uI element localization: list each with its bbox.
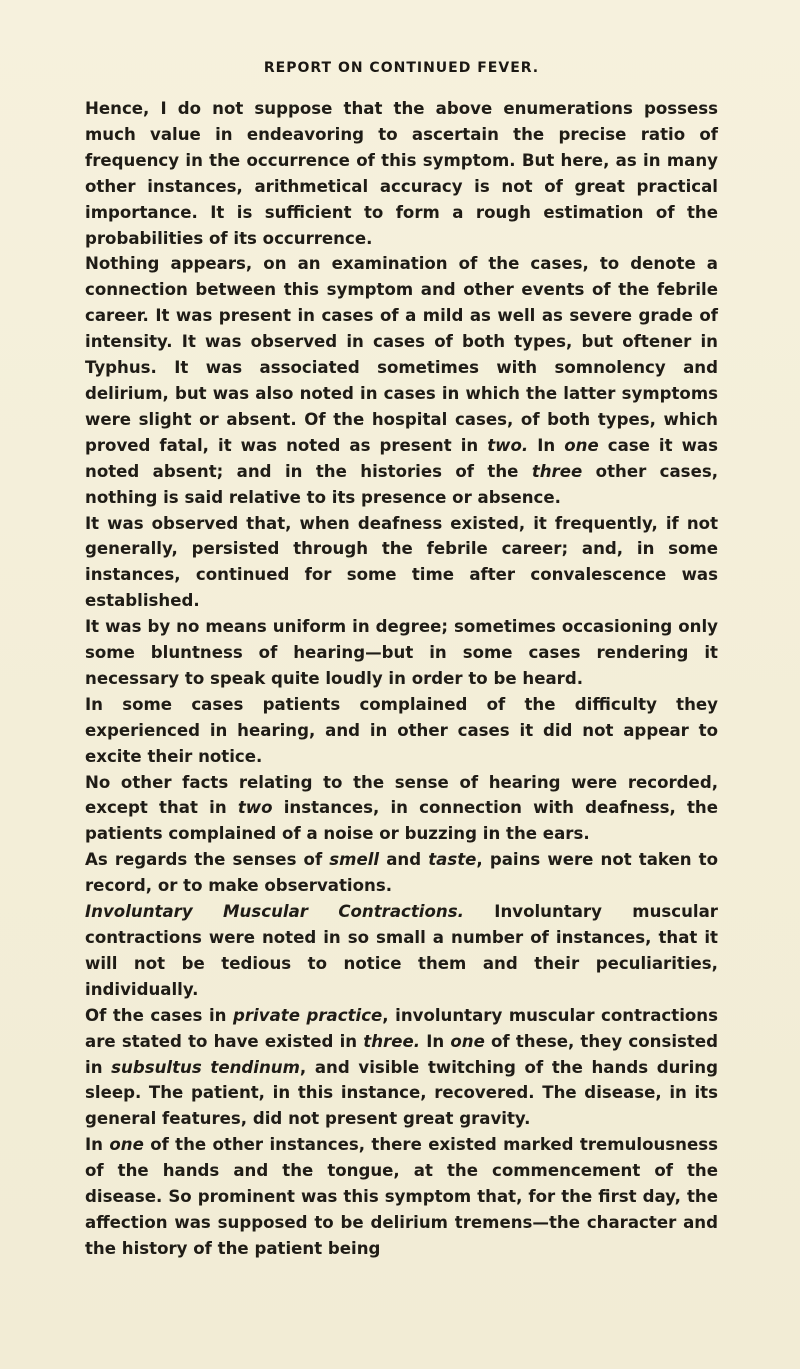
text-run: of these, they consisted in (85, 1031, 718, 1077)
text-run: Hence, I do not suppose that the above enumerations possess much value in endeavoring to ascertain the precise ratio of frequency in the occurrence of this symptom. But here, as in many other instances, arithmetical accuracy is not of great practical importance. It is sufficient to form a rough estimation of the probabilities of its occurrence. (85, 99, 718, 248)
text-run: other cases, nothing is said relative to its presence or absence. (85, 461, 718, 507)
text-run: As regards the senses of (85, 850, 330, 870)
text-run: It was observed that, when deafness existed, it frequently, if not generally, persisted through the febrile career; and, in some instances, continued for some time after convalescence was established. (85, 513, 718, 611)
italic-text: private practice (233, 1005, 383, 1025)
text-run: case it was noted absent; and in the histories of the (85, 435, 718, 481)
text-run: In (528, 435, 565, 455)
paragraph (85, 1132, 718, 1262)
italic-text: smell (329, 850, 380, 870)
text-run: instances, in connection with deafness, the patients complained of a noise or buzzing in the ears. (85, 798, 718, 844)
text-run: Of the cases in (85, 1005, 233, 1025)
text-run: , pains were not taken to record, or to make observations. (85, 850, 718, 896)
text-run: No other facts relating to the sense of hearing were recorded, except that in (85, 772, 718, 818)
body-text (85, 96, 718, 1262)
italic-text: Involuntary Muscular Contractions. (85, 902, 464, 922)
italic-text: one (564, 435, 599, 455)
text-run: , involuntary muscular contractions are stated to have existed in (85, 1005, 718, 1051)
italic-text: two (237, 798, 273, 818)
paragraph (85, 847, 718, 899)
text-run: of the other instances, there existed marked tremulousness of the hands and the tongue, at the commencement of the disease. So prominent was this symptom that, for the first day, the affection was supposed to be delirium tremens—the character and the history of the patient being (85, 1135, 718, 1258)
paragraph (85, 692, 718, 770)
italic-text: one (109, 1135, 144, 1155)
paragraph (85, 251, 718, 510)
italic-text: one (450, 1031, 485, 1051)
paragraph (85, 614, 718, 692)
running-head: REPORT ON CONTINUED FEVER. (263, 60, 540, 76)
paragraph (85, 770, 718, 848)
text-run: , and visible twitching of the hands during sleep. The patient, in this instance, recovered. The disease, in its general features, did not present great gravity. (85, 1057, 718, 1129)
italic-text: three. (363, 1031, 421, 1051)
text-run: In (420, 1031, 451, 1051)
italic-text: three (531, 461, 583, 481)
text-run: Involuntary muscular contractions were noted in so small a number of instances, that it will not be tedious to notice them and their peculiarities, individually. (85, 902, 718, 999)
text-run: In (85, 1135, 110, 1155)
text-run: In some cases patients complained of the difficulty they experienced in hearing, and in other cases it did not appear to excite their notice. (85, 694, 718, 766)
italic-text: two. (487, 435, 529, 455)
italic-text: subsultus tendinum (111, 1057, 300, 1077)
paragraph (85, 511, 718, 615)
text-run: and (379, 850, 429, 870)
italic-text: taste (428, 850, 477, 870)
text-run: Nothing appears, on an examination of the cases, to denote a connection between this symptom and other events of the febrile career. It was present in cases of a mild as well as severe grade of intensity. It was observed in cases of both types, but oftener in Typhus. It was associated sometimes with somnolency and delirium, but was also noted in cases in which the latter symptoms were slight or absent. Of the hospital cases, of both types, which proved fatal, it was noted as present in (85, 254, 718, 455)
paragraph (85, 1003, 718, 1133)
paragraph (85, 899, 718, 1003)
text-run: It was by no means uniform in degree; sometimes occasioning only some bluntness of hearing—but in some cases rendering it necessary to speak quite loudly in order to be heard. (85, 617, 718, 688)
paragraph (85, 96, 718, 251)
